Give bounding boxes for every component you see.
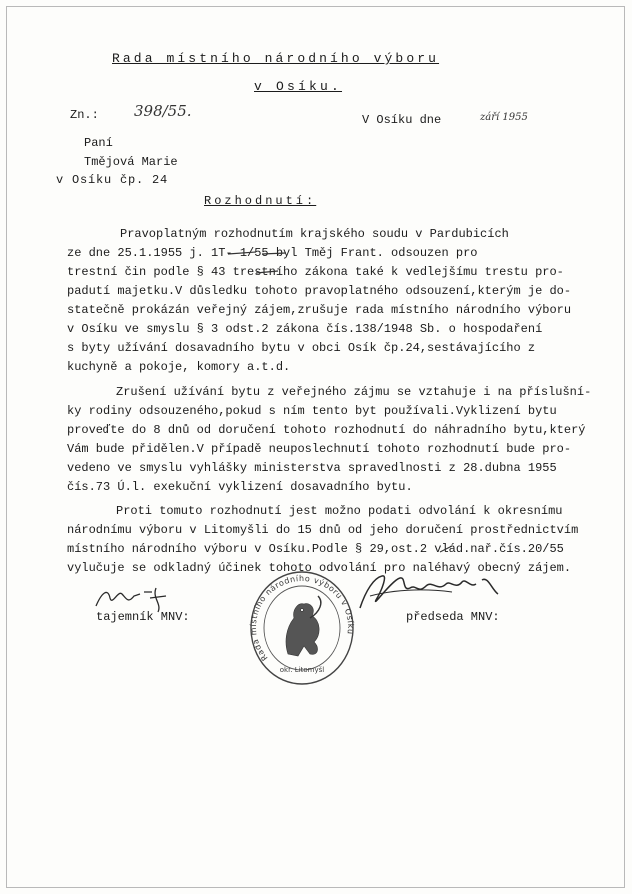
paragraph-line: Vám bude přidělen.V případě neuposlechnutí tohoto rozhodnutí bude pro-	[67, 442, 572, 456]
paragraph-line: statečně prokázán veřejný zájem,zrušuje rada místního národního výboru	[67, 303, 572, 317]
paragraph-line: ky rodiny odsouzeného,pokud s ním tento byt používali.Vyklizení bytu	[67, 404, 557, 418]
paragraph-line: v Osíku ve smyslu § 3 odst.2 zákona čís.138/1948 Sb. o hospodaření	[67, 322, 543, 336]
salutation: Paní	[84, 136, 113, 150]
paragraph-line: vylučuje se odkladný účinek tohoto odvolání pro naléhavý obecný zájem.	[67, 561, 572, 575]
reference-number: 398/55.	[134, 102, 192, 120]
paragraph-line: Zrušení užívání bytu z veřejného zájmu se vztahuje i na příslušní-	[116, 385, 592, 399]
paragraph-line: vedeno ve smyslu vyhlášky ministerstva spravedlnosti z 28.dubna 1955	[67, 461, 557, 475]
paragraph-line: proveďte do 8 dnů od doručení tohoto rozhodnutí do náhradního bytu,který	[67, 423, 586, 437]
paragraph-line: čís.73 Ú.l. exekuční vyklizení dosavadního bytu.	[67, 480, 413, 494]
page-subtitle: v Osíku.	[254, 79, 343, 94]
seal-ring-text: Rada místního národního výboru v Osíku	[248, 574, 356, 663]
paragraph-line: Pravoplatným rozhodnutím krajského soudu v Pardubicích	[120, 227, 509, 241]
handwritten-correction	[254, 265, 284, 279]
official-seal	[248, 568, 356, 686]
page-title: Rada místního národního výboru	[112, 51, 440, 66]
paragraph-line: s byty užívání dosavadního bytu v obci Osík čp.24,sestávajícího z	[67, 341, 536, 355]
handwritten-date: září 1955	[480, 112, 528, 123]
reference-label: Zn.:	[70, 108, 99, 122]
place-date-label: V Osíku dne	[362, 113, 442, 127]
addressee-address: v Osíku čp. 24	[56, 173, 169, 187]
addressee-name: Tmějová Marie	[84, 155, 178, 169]
paragraph-line: Proti tomuto rozhodnutí jest možno podati odvolání k okresnímu	[116, 504, 563, 518]
secretary-label: tajemník MNV:	[96, 610, 190, 624]
paragraph-line: národnímu výboru v Litomyšli do 15 dnů od jeho doručení prostřednictvím	[67, 523, 579, 537]
paragraph-line: místního národního výboru v Osíku.Podle § 29,ost.2 vlád.nař.čís.20/55	[67, 542, 564, 556]
paragraph-line: padutí majetku.V důsledku tohoto pravoplatného odsouzení,kterým je do-	[67, 284, 572, 298]
decision-heading: Rozhodnutí:	[204, 194, 317, 208]
handwritten-correction	[438, 542, 454, 556]
handwritten-correction	[226, 246, 306, 260]
chairman-label: předseda MNV:	[406, 610, 500, 624]
paragraph-line: kuchyně a pokoje, komory a.t.d.	[67, 360, 291, 374]
paragraph-line: trestní čin podle § 43 trestního zákona také k vedlejšímu trestu pro-	[67, 265, 564, 279]
paragraph-line: ze dne 25.1.1955 j. 1T- 1/55 byl Tměj Frant. odsouzen pro	[67, 246, 478, 260]
seal-bottom-text: okr. Litomyšl	[279, 666, 325, 674]
lion-emblem-icon	[286, 596, 321, 656]
